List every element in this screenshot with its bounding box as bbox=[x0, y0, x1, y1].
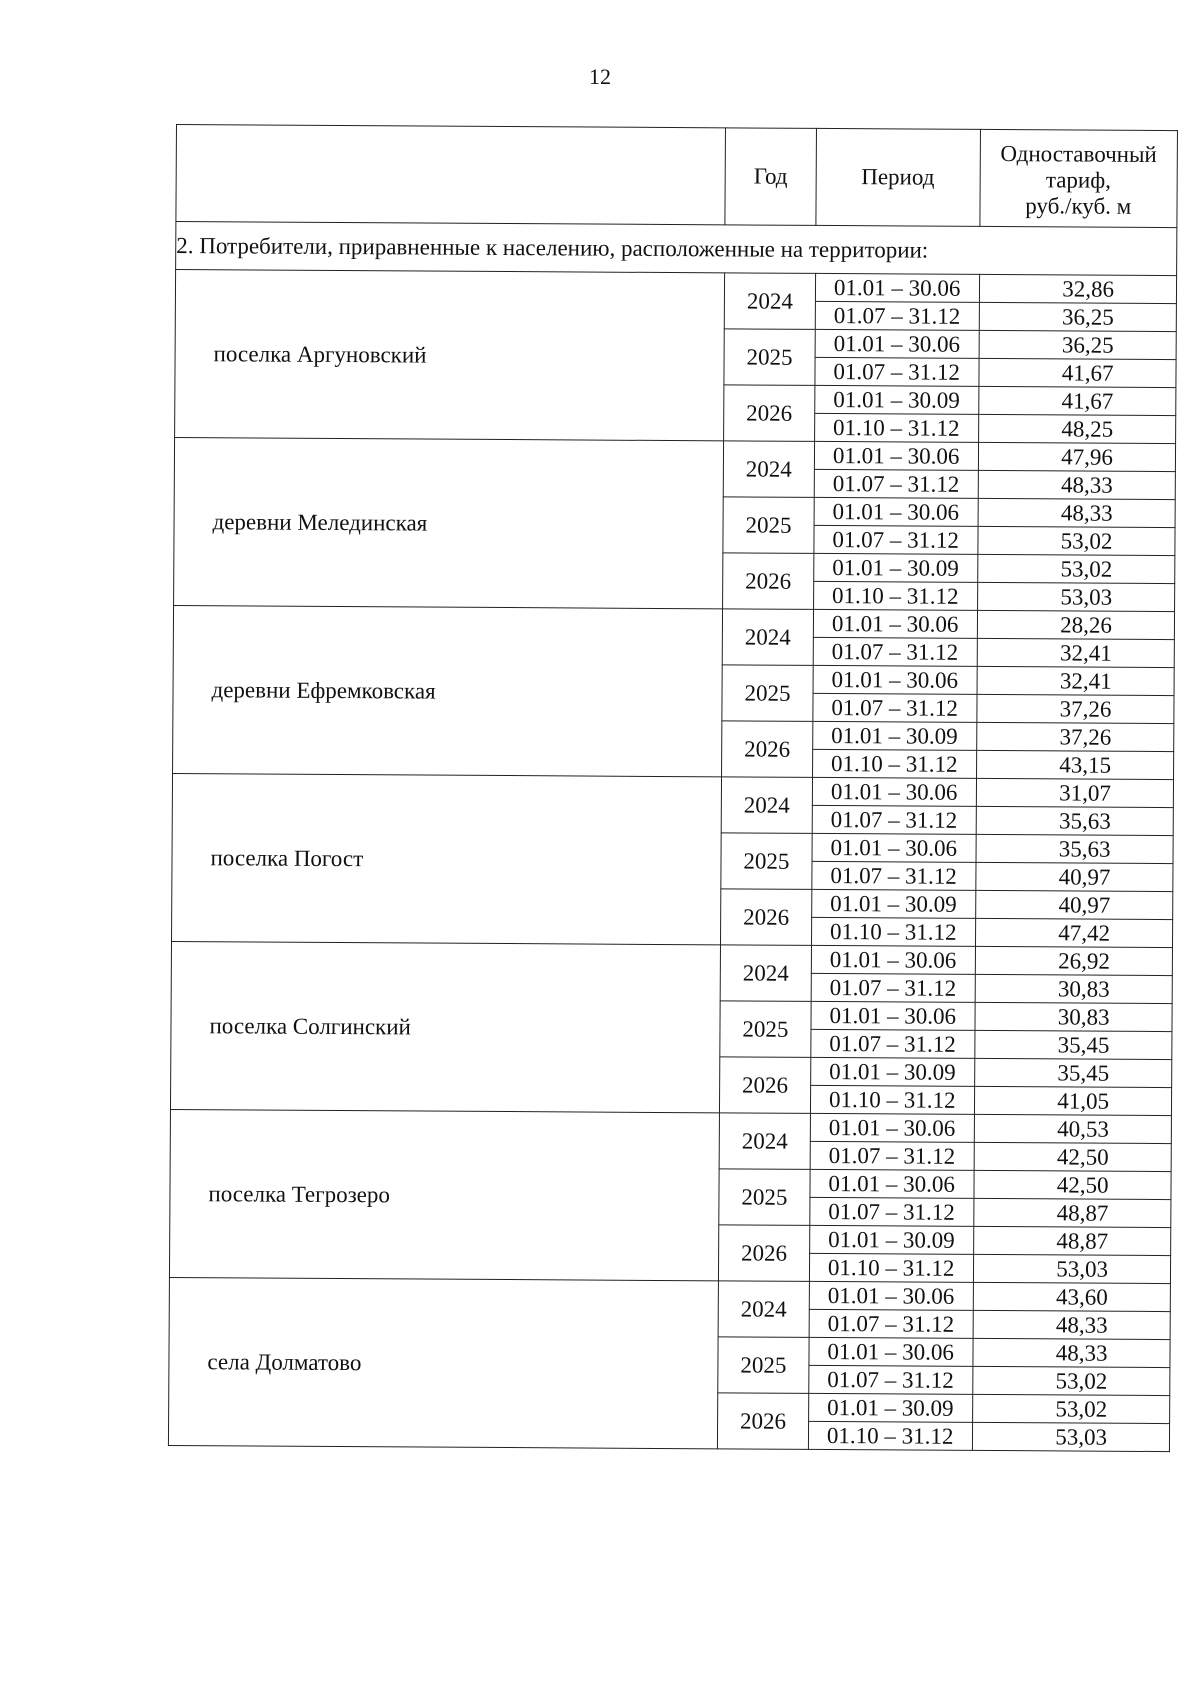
period-cell: 01.10 – 31.12 bbox=[811, 917, 975, 946]
place-cell: села Долматово bbox=[168, 1277, 718, 1448]
header-value bbox=[979, 129, 1177, 227]
tariff-value-cell: 53,02 bbox=[972, 1394, 1170, 1423]
period-cell: 01.10 – 31.12 bbox=[812, 749, 976, 778]
tariff-value-cell: 48,25 bbox=[978, 414, 1176, 443]
tariff-value-cell: 47,42 bbox=[975, 918, 1173, 947]
period-cell: 01.07 – 31.12 bbox=[809, 1365, 973, 1394]
year-cell: 2026 bbox=[717, 1393, 808, 1450]
tariff-value-cell: 47,96 bbox=[978, 442, 1176, 471]
period-cell: 01.01 – 30.06 bbox=[815, 329, 979, 358]
period-cell: 01.01 – 30.09 bbox=[812, 889, 976, 918]
tariff-value-cell: 30,83 bbox=[974, 1002, 1172, 1031]
tariff-value-cell: 48,33 bbox=[978, 470, 1176, 499]
period-cell: 01.01 – 30.09 bbox=[815, 385, 979, 414]
year-cell: 2024 bbox=[724, 273, 815, 330]
period-cell: 01.07 – 31.12 bbox=[809, 1309, 973, 1338]
period-cell: 01.01 – 30.06 bbox=[809, 1337, 973, 1366]
year-cell: 2024 bbox=[719, 1113, 810, 1170]
period-cell: 01.01 – 30.06 bbox=[814, 441, 978, 470]
tariff-value-cell: 30,83 bbox=[975, 974, 1173, 1003]
tariff-value-cell: 36,25 bbox=[979, 330, 1177, 359]
year-cell: 2025 bbox=[721, 833, 812, 890]
period-cell: 01.01 – 30.06 bbox=[814, 497, 978, 526]
period-cell: 01.01 – 30.06 bbox=[811, 945, 975, 974]
period-cell: 01.01 – 30.06 bbox=[812, 777, 976, 806]
tariff-value-cell: 40,97 bbox=[975, 862, 1173, 891]
year-cell: 2026 bbox=[722, 721, 813, 778]
tariff-value-cell: 28,26 bbox=[977, 610, 1175, 639]
period-cell: 01.10 – 31.12 bbox=[808, 1421, 972, 1450]
place-cell: поселка Погост bbox=[172, 773, 722, 944]
table-header-row bbox=[176, 125, 1178, 228]
tariff-value-cell: 42,50 bbox=[974, 1142, 1172, 1171]
period-cell: 01.07 – 31.12 bbox=[813, 693, 977, 722]
period-cell: 01.01 – 30.06 bbox=[812, 833, 976, 862]
year-cell: 2025 bbox=[718, 1337, 809, 1394]
header-year: Год bbox=[725, 128, 816, 226]
year-cell: 2026 bbox=[723, 553, 814, 610]
tariff-value-cell: 48,33 bbox=[978, 498, 1176, 527]
tariff-value-cell: 40,97 bbox=[975, 890, 1173, 919]
period-cell: 01.10 – 31.12 bbox=[814, 413, 978, 442]
year-cell: 2026 bbox=[724, 385, 815, 442]
tariff-value-cell: 35,45 bbox=[974, 1058, 1172, 1087]
period-cell: 01.01 – 30.09 bbox=[814, 553, 978, 582]
period-cell: 01.01 – 30.09 bbox=[813, 721, 977, 750]
year-cell: 2025 bbox=[723, 497, 814, 554]
tariff-value-cell: 53,03 bbox=[977, 582, 1175, 611]
period-cell: 01.07 – 31.12 bbox=[812, 861, 976, 890]
place-cell: поселка Тегрозеро bbox=[169, 1109, 719, 1280]
year-cell: 2024 bbox=[722, 609, 813, 666]
tariff-value-cell: 48,87 bbox=[973, 1198, 1171, 1227]
period-cell: 01.10 – 31.12 bbox=[809, 1253, 973, 1282]
tariff-value-cell: 40,53 bbox=[974, 1114, 1172, 1143]
tariff-value-cell: 35,63 bbox=[976, 834, 1174, 863]
year-cell: 2024 bbox=[723, 441, 814, 498]
tariff-value-cell: 32,41 bbox=[977, 638, 1175, 667]
section-title: 2. Потребители, приравненные к населению, расположенные на территории: bbox=[176, 222, 1177, 276]
header-place bbox=[176, 125, 726, 225]
period-cell: 01.01 – 30.06 bbox=[815, 273, 979, 302]
tariff-value-cell: 37,26 bbox=[976, 694, 1174, 723]
tariff-value-cell: 32,86 bbox=[979, 274, 1177, 303]
period-cell: 01.01 – 30.09 bbox=[809, 1225, 973, 1254]
table-row bbox=[173, 605, 1174, 639]
header-value-line-3: руб./куб. м bbox=[1025, 193, 1132, 219]
tariff-value-cell: 48,33 bbox=[973, 1310, 1171, 1339]
tariff-value-cell: 41,67 bbox=[978, 386, 1176, 415]
table-row bbox=[172, 773, 1173, 807]
tariff-value-cell: 53,03 bbox=[972, 1422, 1170, 1451]
place-cell: деревни Ефремковская bbox=[173, 605, 723, 776]
tariff-value-cell: 53,02 bbox=[977, 526, 1175, 555]
table-row bbox=[174, 437, 1175, 471]
tariff-value-cell: 41,67 bbox=[978, 358, 1176, 387]
period-cell: 01.01 – 30.06 bbox=[810, 1113, 974, 1142]
year-cell: 2024 bbox=[721, 777, 812, 834]
header-value-line-2: тариф, bbox=[1045, 167, 1112, 193]
year-cell: 2026 bbox=[719, 1225, 810, 1282]
year-cell: 2025 bbox=[719, 1169, 810, 1226]
year-cell: 2024 bbox=[718, 1281, 809, 1338]
tariff-value-cell: 31,07 bbox=[976, 778, 1174, 807]
year-cell: 2025 bbox=[724, 329, 815, 386]
place-cell: поселка Солгинский bbox=[170, 941, 720, 1112]
tariff-value-cell: 43,15 bbox=[976, 750, 1174, 779]
year-cell: 2026 bbox=[720, 1057, 811, 1114]
header-value-line-1: Одноставочный bbox=[1000, 141, 1157, 167]
tariff-value-cell: 53,02 bbox=[977, 554, 1175, 583]
tariff-value-cell: 35,45 bbox=[974, 1030, 1172, 1059]
tariff-table bbox=[168, 124, 1178, 1452]
period-cell: 01.01 – 30.06 bbox=[813, 665, 977, 694]
period-cell: 01.07 – 31.12 bbox=[810, 1197, 974, 1226]
year-cell: 2025 bbox=[720, 1001, 811, 1058]
period-cell: 01.01 – 30.09 bbox=[810, 1057, 974, 1086]
year-cell: 2026 bbox=[721, 889, 812, 946]
period-cell: 01.07 – 31.12 bbox=[812, 805, 976, 834]
tariff-value-cell: 53,03 bbox=[973, 1254, 1171, 1283]
table-row bbox=[170, 1109, 1171, 1143]
period-cell: 01.01 – 30.09 bbox=[808, 1393, 972, 1422]
tariff-value-cell: 53,02 bbox=[972, 1366, 1170, 1395]
period-cell: 01.07 – 31.12 bbox=[814, 469, 978, 498]
tariff-value-cell: 32,41 bbox=[977, 666, 1175, 695]
year-cell: 2025 bbox=[722, 665, 813, 722]
header-period: Период bbox=[816, 128, 980, 226]
period-cell: 01.01 – 30.06 bbox=[811, 1001, 975, 1030]
page-number: 12 bbox=[589, 64, 611, 89]
period-cell: 01.01 – 30.06 bbox=[809, 1281, 973, 1310]
period-cell: 01.10 – 31.12 bbox=[813, 581, 977, 610]
table-row bbox=[175, 270, 1176, 304]
table-row bbox=[171, 941, 1172, 975]
tariff-value-cell: 43,60 bbox=[973, 1282, 1171, 1311]
tariff-value-cell: 36,25 bbox=[979, 302, 1177, 331]
tariff-value-cell: 42,50 bbox=[973, 1170, 1171, 1199]
period-cell: 01.07 – 31.12 bbox=[815, 357, 979, 386]
period-cell: 01.07 – 31.12 bbox=[815, 301, 979, 330]
period-cell: 01.07 – 31.12 bbox=[810, 1141, 974, 1170]
period-cell: 01.07 – 31.12 bbox=[811, 973, 975, 1002]
tariff-value-cell: 41,05 bbox=[974, 1086, 1172, 1115]
tariff-value-cell: 48,33 bbox=[972, 1338, 1170, 1367]
period-cell: 01.07 – 31.12 bbox=[813, 637, 977, 666]
period-cell: 01.01 – 30.06 bbox=[813, 609, 977, 638]
period-cell: 01.07 – 31.12 bbox=[814, 525, 978, 554]
table-row bbox=[169, 1277, 1170, 1311]
tariff-value-cell: 35,63 bbox=[976, 806, 1174, 835]
tariff-value-cell: 48,87 bbox=[973, 1226, 1171, 1255]
section-row bbox=[176, 222, 1177, 276]
period-cell: 01.07 – 31.12 bbox=[811, 1029, 975, 1058]
table-body bbox=[168, 222, 1176, 1452]
period-cell: 01.01 – 30.06 bbox=[810, 1169, 974, 1198]
period-cell: 01.10 – 31.12 bbox=[810, 1085, 974, 1114]
place-cell: поселка Аргуновский bbox=[175, 270, 725, 441]
place-cell: деревни Мелединская bbox=[174, 437, 724, 608]
year-cell: 2024 bbox=[720, 945, 811, 1002]
tariff-value-cell: 26,92 bbox=[975, 946, 1173, 975]
tariff-value-cell: 37,26 bbox=[976, 722, 1174, 751]
